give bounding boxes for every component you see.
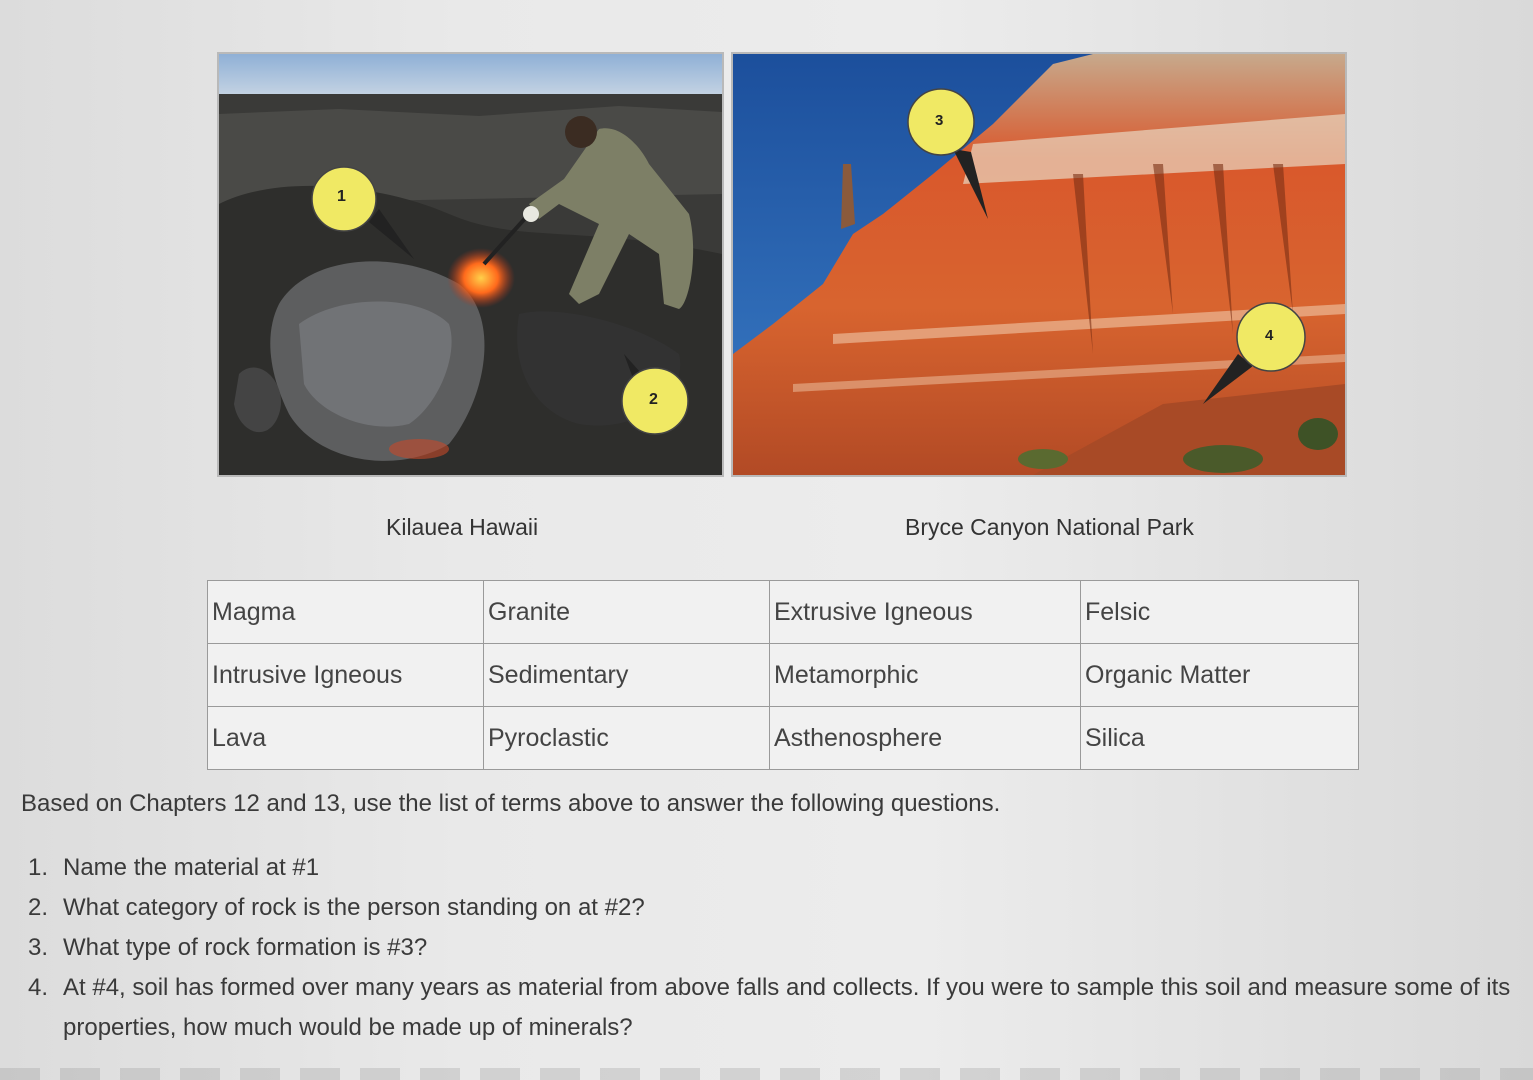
term-cell: Sedimentary <box>484 644 770 707</box>
term-cell: Organic Matter <box>1081 644 1359 707</box>
term-cell: Extrusive Igneous <box>770 581 1081 644</box>
question-item <box>28 888 1518 928</box>
term-cell: Lava <box>208 707 484 770</box>
caption-kilauea: Kilauea Hawaii <box>386 514 539 540</box>
table-row <box>208 581 1359 644</box>
callout-4: 4 <box>1265 327 1274 344</box>
term-cell: Granite <box>484 581 770 644</box>
question-number: 3. <box>28 934 49 961</box>
bryce-canyon-photo <box>731 52 1347 477</box>
table-row <box>208 707 1359 770</box>
term-cell: Silica <box>1081 707 1359 770</box>
question-item <box>28 928 1518 968</box>
term-cell: Metamorphic <box>770 644 1081 707</box>
question-text: Name the material at #1 <box>63 854 320 881</box>
question-text: At #4, soil has formed over many years as material from above falls and collects. If you were to sample this soil and measure some of its properties, how much would be made up of minerals? <box>63 974 1511 1041</box>
callout-3: 3 <box>935 112 944 129</box>
question-text: What category of rock is the person standing on at #2? <box>63 894 645 921</box>
question-text: What type of rock formation is #3? <box>63 934 428 961</box>
kilauea-photo <box>217 52 724 477</box>
terms-table <box>207 580 1359 770</box>
term-cell: Pyroclastic <box>484 707 770 770</box>
question-number: 4. <box>28 974 49 1001</box>
term-cell: Magma <box>208 581 484 644</box>
term-cell: Asthenosphere <box>770 707 1081 770</box>
question-number: 2. <box>28 894 49 921</box>
cut-off-text-line <box>0 1068 1533 1080</box>
instructions: Based on Chapters 12 and 13, use the list of terms above to answer the following questions. <box>21 790 1001 817</box>
term-cell: Felsic <box>1081 581 1359 644</box>
table-row <box>208 644 1359 707</box>
question-list <box>28 848 1518 1048</box>
caption-bryce-canyon: Bryce Canyon National Park <box>905 514 1194 540</box>
question-item <box>28 968 1518 1048</box>
question-item <box>28 848 1518 888</box>
callout-1: 1 <box>337 188 346 205</box>
question-number: 1. <box>28 854 49 881</box>
callout-2: 2 <box>649 391 658 408</box>
term-cell: Intrusive Igneous <box>208 644 484 707</box>
